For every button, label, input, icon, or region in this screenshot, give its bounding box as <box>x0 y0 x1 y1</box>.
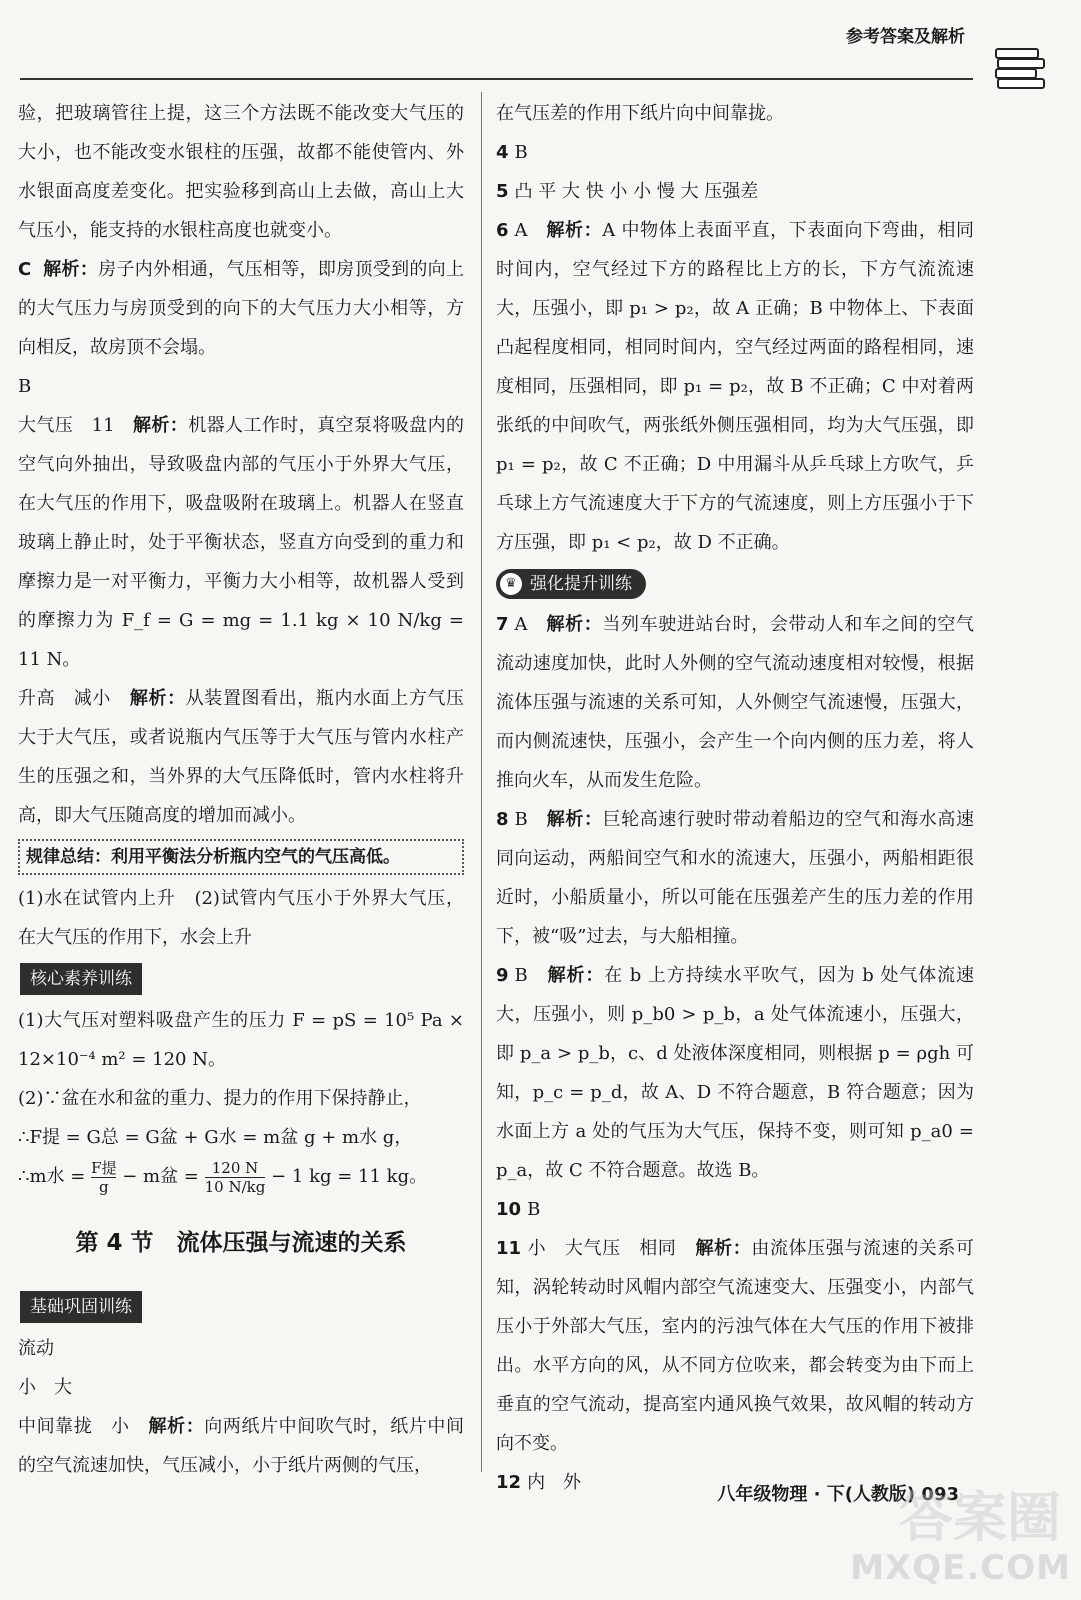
question-number: 11 <box>496 1238 522 1259</box>
analysis-text: 由流体压强与流速的关系可知，涡轮转动时风帽内部空气流速变大、压强变小，内部气压小于外部大气压，室内的污浊气体在大气压的作用下被排出。水平方向的风，从不同方位吹来，都会转变为由下而上垂直的空气流动，提高室内通风换气效果，故风帽的转动方向不变。 <box>496 1238 975 1454</box>
solution-line: (1)大气压对塑料吸盘产生的压力 F = pS = 10⁵ Pa × 12×10⁻⁴ m² = 120 N。 <box>18 1010 464 1070</box>
analysis-label: 解析： <box>546 809 603 830</box>
answer-item <box>496 133 974 172</box>
section-title: 第 4 节 流体压强与流速的关系 <box>75 1230 407 1256</box>
answer-value: B <box>514 142 528 163</box>
watermark-text: MXQE.COM <box>850 1548 1071 1588</box>
question-number: 12 <box>496 1472 522 1493</box>
answer-paragraph: 在气压差的作用下纸片向中间靠拢。 <box>496 103 784 124</box>
question-number: 4 <box>496 142 509 163</box>
right-column <box>496 94 974 1502</box>
answer-item <box>496 1229 974 1463</box>
watermark-logo-icon: 答案圈 <box>899 1486 1061 1549</box>
analysis-label: 解析： <box>546 220 603 241</box>
question-number: 7 <box>496 614 509 635</box>
answer-item <box>496 605 974 800</box>
analysis-text: 从装置图看出，瓶内水面上方气压大于大气压，或者说瓶内气压等于大气压与管内水柱产生的压强之和，当外界的大气压降低时，管内水柱将升高，即大气压随高度的增加而减小。 <box>18 688 465 826</box>
badge-label: 强化提升训练 <box>530 574 632 594</box>
answer-value: 升高 减小 <box>18 688 111 709</box>
answer-item <box>18 679 464 835</box>
fraction-numerator: F提 <box>91 1158 117 1177</box>
fraction <box>91 1159 116 1196</box>
analysis-label: 解析： <box>43 259 99 280</box>
question-number: 9 <box>496 965 509 986</box>
answer-value: B <box>514 965 528 986</box>
answer-item <box>496 211 974 562</box>
answer-value: A <box>514 614 528 635</box>
crown-icon: ♛ <box>500 573 522 595</box>
analysis-label: 解析： <box>547 965 605 986</box>
question-number: 10 <box>496 1199 522 1220</box>
analysis-label: 解析： <box>148 1416 205 1437</box>
answer-item <box>18 406 464 679</box>
answer-paragraph: 验，把玻璃管往上提，这三个方法既不能改变大气压的大小，也不能改变水银柱的压强，故都不能使管内、外水银面高度差变化。把实验移到高山上去做，高山上大气压小，能支持的水银柱高度也就变小。 <box>18 103 464 241</box>
answer-value: B <box>527 1199 541 1220</box>
header-rule <box>20 78 973 80</box>
question-number: 6 <box>496 220 509 241</box>
answer-value: 凸 平 大 快 小 小 慢 大 压强差 <box>514 181 759 202</box>
fraction-denominator: g <box>91 1177 116 1196</box>
analysis-text: 机器人工作时，真空泵将吸盘内的空气向外抽出，导致吸盘内部的气压小于外界大气压，在大气压的作用下，吸盘吸附在玻璃上。机器人在竖直玻璃上静止时，处于平衡状态，竖直方向受到的重力和摩擦力是一对平衡力，平衡力大小相等，故机器人受到的摩擦力为 F_f = G = mg = 1.1 kg × 10 N/kg = 11 N。 <box>18 415 465 670</box>
answer-value: 内 外 <box>527 1472 582 1493</box>
answer-item: (1)水在试管内上升 (2)试管内气压小于外界大气压，在大气压的作用下，水会上升 <box>18 888 464 948</box>
formula-part: − m盆 = <box>122 1166 199 1187</box>
analysis-text: 房子内外相通，气压相等，即房顶受到的向上的大气压力与房顶受到的向下的大气压力大小相等，方向相反，故房顶不会塌。 <box>18 259 464 358</box>
solution-line <box>18 1157 464 1196</box>
answer-item <box>496 1190 974 1229</box>
analysis-text: 当列车驶进站台时，会带动人和车之间的空气流动速度加快，此时人外侧的空气流动速度相对较慢，根据流体压强与流速的关系可知，人外侧空气流速慢，压强大，而内侧流速快，压强小，会产生一个向内侧的压力差，将人推向火车，从而发生危险。 <box>496 614 975 791</box>
page-footer: 八年级物理 · 下(人教版) 093 <box>717 1484 959 1505</box>
left-column <box>18 94 464 1485</box>
question-number: 5 <box>496 181 509 202</box>
fraction-denominator: 10 N/kg <box>204 1177 266 1196</box>
analysis-label: 解析： <box>132 415 189 436</box>
analysis-label: 解析： <box>129 688 186 709</box>
column-divider <box>481 92 482 1472</box>
section-badge-core: 核心素养训练 <box>20 963 142 995</box>
header-title: 参考答案及解析 <box>846 27 965 47</box>
analysis-text: 向两纸片中间吹气时，纸片中间的空气流速加快，气压减小，小于纸片两侧的气压， <box>18 1416 465 1476</box>
answer-value: 中间靠拢 小 <box>18 1416 130 1437</box>
solution-line: ∴F提 = G总 = G盆 + G水 = m盆 g + m水 g， <box>18 1127 413 1148</box>
section-badge-advanced <box>496 569 646 599</box>
answer-item <box>496 956 974 1190</box>
answer-value: B <box>514 809 528 830</box>
formula-part: − 1 kg = 11 kg。 <box>271 1166 428 1187</box>
question-number: 8 <box>496 809 509 830</box>
answer-item: B <box>18 376 32 397</box>
watermark <box>850 1478 1071 1588</box>
answer-value: A <box>514 220 528 241</box>
answer-item <box>496 800 974 956</box>
answer-item <box>18 1407 464 1485</box>
analysis-text: 巨轮高速行驶时带动着船边的空气和海水高速同向运动，两船间空气和水的流速大，压强小，两船相距很近时，小船质量小，所以可能在压强差产生的压力差的作用下，被“吸”过去，与大船相撞。 <box>496 809 975 947</box>
rule-summary-box: 规律总结：利用平衡法分析瓶内空气的气压高低。 <box>18 839 464 875</box>
solution-line: (2)∵盆在水和盆的重力、提力的作用下保持静止， <box>18 1088 422 1109</box>
section-badge-basic: 基础巩固训练 <box>20 1291 142 1323</box>
formula-part: ∴m水 = <box>18 1166 86 1187</box>
answer-item <box>496 172 974 211</box>
fraction-numerator: 120 N <box>211 1158 259 1177</box>
answer-item <box>18 250 464 367</box>
answer-value: 小 大气压 相同 <box>527 1238 677 1259</box>
answer-letter: C <box>18 259 32 280</box>
books-stack-icon <box>995 48 1041 86</box>
analysis-text: 在 b 上方持续水平吹气，因为 b 处气体流速大，压强小，则 p_b0 > p_b，a 处气体流速小，压强大，即 p_a > p_b，c、d 处液体深度相同，则根据 p = ρgh 可知，p_c = p_d，故 A、D 不符合题意，B 符合题意；因为水面上方 a 处的气压为大气压，保持不变，则可知 p_a0 = p_a，故 C 不符合题意。故选 B。 <box>496 965 974 1181</box>
fraction <box>205 1159 266 1196</box>
answer-item: 小 大 <box>18 1377 72 1398</box>
answer-value: 大气压 11 <box>18 415 115 436</box>
answer-item: 流动 <box>18 1338 54 1359</box>
analysis-label: 解析： <box>546 614 603 635</box>
analysis-label: 解析： <box>695 1238 752 1259</box>
analysis-text: A 中物体上表面平直，下表面向下弯曲，相同时间内，空气经过下方的路程比上方的长，下方气流流速大，压强小，即 p₁ > p₂，故 A 正确；B 中物体上、下表面凸起程度相同，相同时间内，空气经过两面的路程相同，速度相同，压强相同，即 p₁ = p₂，故 B 不正确；C 中对着两张纸的中间吹气，两张纸外侧压强相同，均为大气压强，即 p₁ = p₂，故 C 不正确；D 中用漏斗从乒乓球上方吹气，乒乓球上方气流速度大于下方的气流速度，则上方压强小于下方压强，即 p₁ < p₂，故 D 不正确。 <box>496 220 975 553</box>
